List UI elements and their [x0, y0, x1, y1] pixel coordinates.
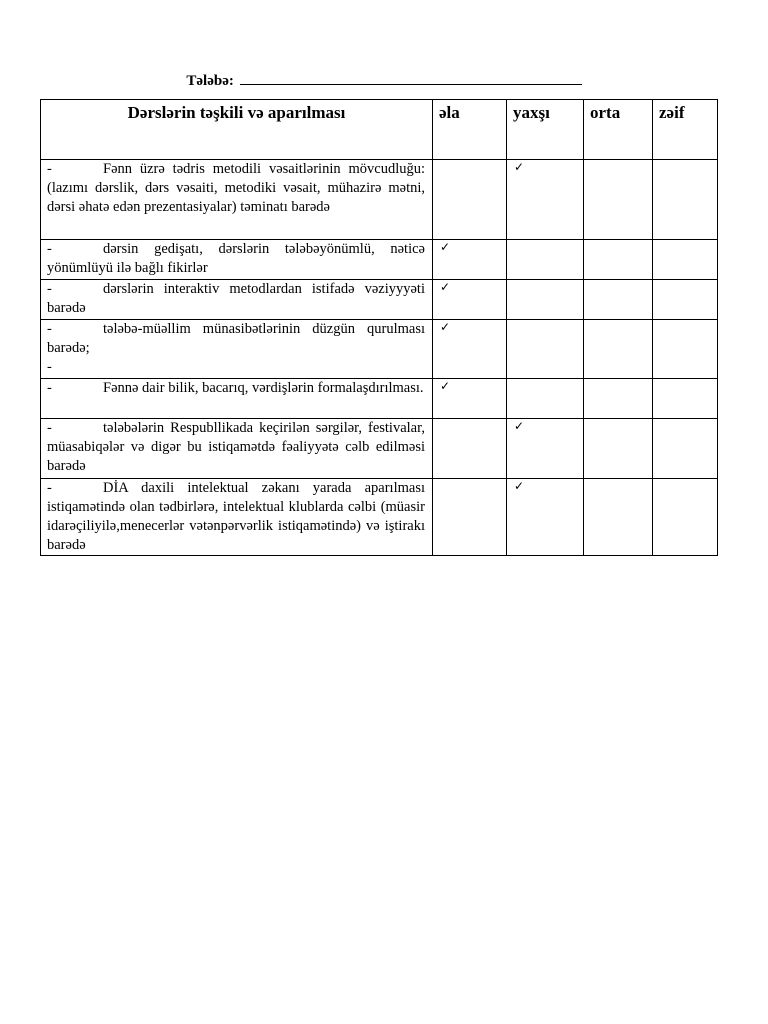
mark-cell-weak[interactable] [653, 379, 718, 419]
mark-cell-good[interactable]: ✓ [507, 479, 584, 556]
criterion-text: tələbə-müəllim münasibətlərinin düzgün qurulması barədə; [47, 321, 425, 356]
criterion-text: Fənnə dair bilik, bacarıq, vərdişlərin formalaşdırılması. [103, 380, 424, 396]
mark-cell-good[interactable] [507, 320, 584, 379]
criterion-extra-dash: - [47, 359, 52, 375]
mark-cell-good[interactable] [507, 240, 584, 280]
criterion-cell: - dərsin gedişatı, dərslərin tələbəyönümlü, nəticə yönümlüyü ilə bağlı fikirlər [41, 240, 433, 280]
criterion-text: DİA daxili intelektual zəkanı yarada aparılması istiqamətində olan tədbirlərə, intelektual klublarda cəlbi (müasir idarəçiliyilə,menecerlər vətənpərvərlik istiqamətində) və iştirakı barədə [47, 480, 425, 553]
mark-cell-average[interactable] [584, 479, 653, 556]
column-header-average: orta [584, 100, 653, 160]
criterion-cell: - Fənnə dair bilik, bacarıq, vərdişlərin formalaşdırılması. [41, 379, 433, 419]
column-header-excellent: əla [433, 100, 507, 160]
mark-cell-excellent[interactable]: ✓ [433, 280, 507, 320]
mark-cell-good[interactable] [507, 379, 584, 419]
table-row [41, 320, 718, 379]
mark-cell-good[interactable]: ✓ [507, 419, 584, 479]
table-header-row [41, 100, 718, 160]
mark-cell-good[interactable] [507, 280, 584, 320]
table-row [41, 240, 718, 280]
criterion-cell: - dərslərin interaktiv metodlardan istifadə vəziyyyəti barədə [41, 280, 433, 320]
mark-cell-excellent[interactable] [433, 160, 507, 240]
table-row [41, 280, 718, 320]
mark-cell-good[interactable]: ✓ [507, 160, 584, 240]
column-header-criteria: Dərslərin təşkili və aparılması [41, 100, 433, 160]
table-row [41, 379, 718, 419]
criterion-text: dərsin gedişatı, dərslərin tələbəyönümlü, nəticə yönümlüyü ilə bağlı fikirlər [47, 241, 425, 276]
mark-cell-average[interactable] [584, 320, 653, 379]
mark-cell-excellent[interactable]: ✓ [433, 240, 507, 280]
mark-cell-average[interactable] [584, 379, 653, 419]
student-name-blank[interactable] [240, 70, 582, 85]
mark-cell-average[interactable] [584, 160, 653, 240]
evaluation-table [40, 99, 718, 556]
mark-cell-excellent[interactable] [433, 419, 507, 479]
mark-cell-weak[interactable] [653, 419, 718, 479]
mark-cell-weak[interactable] [653, 479, 718, 556]
column-header-good: yaxşı [507, 100, 584, 160]
table-row [41, 419, 718, 479]
criterion-cell: - DİA daxili intelektual zəkanı yarada aparılması istiqamətində olan tədbirlərə, intelektual klublarda cəlbi (müasir idarəçiliyilə,menecerlər vətənpərvərlik istiqamətində) və iştirakı barədə [41, 479, 433, 556]
mark-cell-excellent[interactable]: ✓ [433, 379, 507, 419]
student-label: Tələbə: [186, 73, 234, 89]
mark-cell-weak[interactable] [653, 280, 718, 320]
mark-cell-excellent[interactable] [433, 479, 507, 556]
criterion-text: dərslərin interaktiv metodlardan istifadə vəziyyyəti barədə [47, 281, 425, 316]
column-header-weak: zəif [653, 100, 718, 160]
mark-cell-weak[interactable] [653, 320, 718, 379]
criterion-cell: - tələbə-müəllim münasibətlərinin düzgün qurulması barədə; - [41, 320, 433, 379]
table-row [41, 479, 718, 556]
mark-cell-weak[interactable] [653, 160, 718, 240]
table-row [41, 160, 718, 240]
criterion-text: Fənn üzrə tədris metodili vəsaitlərinin mövcudluğu: (lazımı dərslik, dərs vəsaiti, metodiki vəsait, mühazirə mətni, dərsi əhatə edən prezentasiyalar) təminatı barədə [47, 161, 425, 215]
student-field [0, 70, 768, 90]
criterion-cell: - Fənn üzrə tədris metodili vəsaitlərinin mövcudluğu: (lazımı dərslik, dərs vəsaiti, metodiki vəsait, mühazirə mətni, dərsi əhatə edən prezentasiyalar) təminatı barədə [41, 160, 433, 240]
mark-cell-weak[interactable] [653, 240, 718, 280]
criterion-cell: - tələbələrin Respubllikada keçirilən sərgilər, festivalar, müasabiqələr və digər bu istiqamətdə fəaliyyətə cəlb edilməsi barədə [41, 419, 433, 479]
mark-cell-average[interactable] [584, 240, 653, 280]
mark-cell-excellent[interactable]: ✓ [433, 320, 507, 379]
mark-cell-average[interactable] [584, 280, 653, 320]
criterion-text: tələbələrin Respubllikada keçirilən sərgilər, festivalar, müasabiqələr və digər bu istiqamətdə fəaliyyətə cəlb edilməsi barədə [47, 420, 425, 474]
mark-cell-average[interactable] [584, 419, 653, 479]
